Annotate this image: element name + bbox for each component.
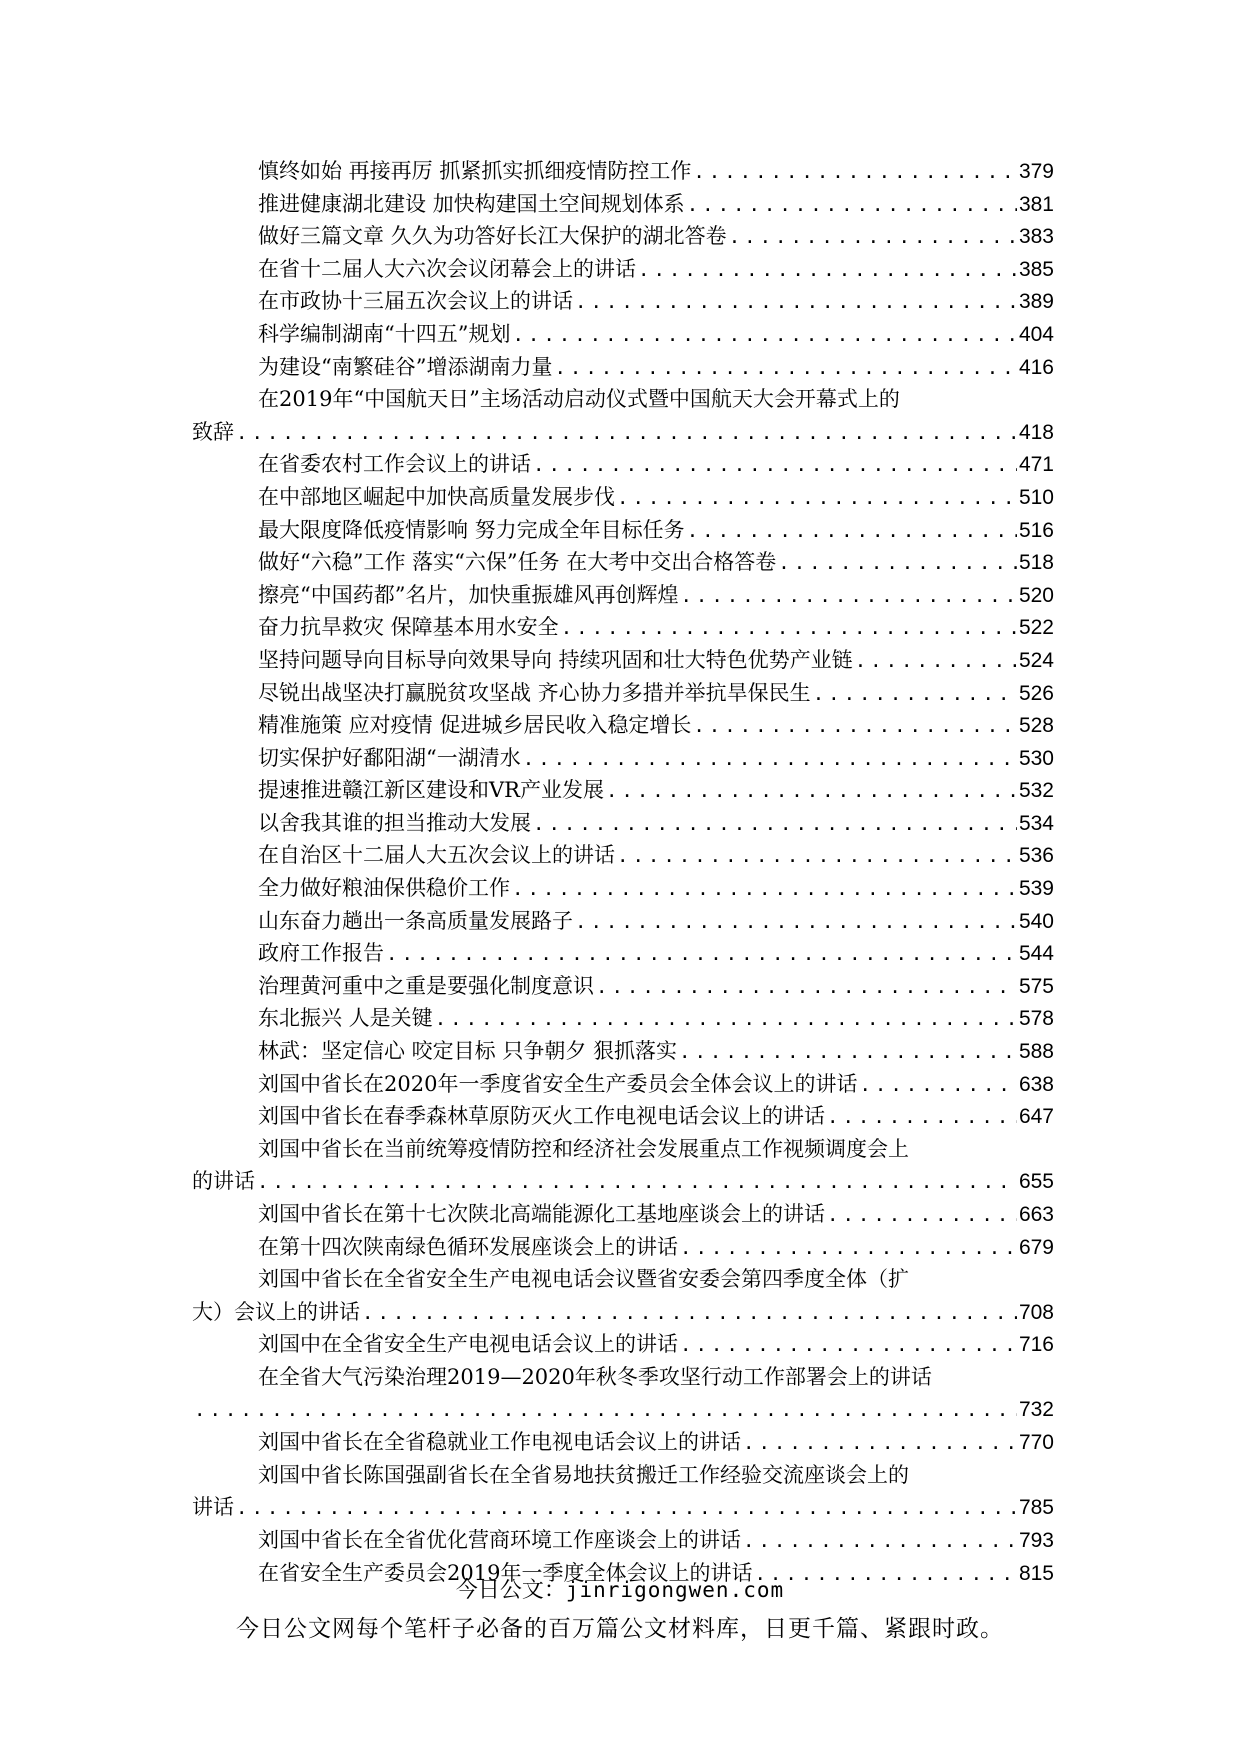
toc-entry[interactable]	[192, 1068, 1054, 1101]
toc-entry-page: 383	[1018, 225, 1054, 249]
toc-entry-page: 679	[1018, 1235, 1054, 1259]
toc-entry-page: 520	[1018, 583, 1054, 607]
toc-entry-page: 530	[1018, 746, 1054, 770]
toc-entry-title: 以舍我其谁的担当推动大发展	[258, 810, 531, 835]
toc-entry[interactable]	[192, 514, 1054, 547]
dot-leader	[257, 1166, 1017, 1198]
dot-leader	[523, 743, 1017, 775]
toc-entry-page: 526	[1018, 681, 1054, 705]
toc-entry[interactable]	[192, 742, 1054, 775]
toc-entry-title-continued: 讲话	[192, 1495, 234, 1520]
toc-entry-title: 刘国中省长在全省安全生产电视电话会议暨省安委会第四季度全体（扩	[258, 1267, 909, 1292]
toc-entry[interactable]	[192, 383, 1054, 448]
toc-entry-title: 在省十二届人大六次会议闭幕会上的讲话	[258, 256, 636, 281]
toc-entry-page: 536	[1018, 844, 1054, 868]
toc-entry-page: 379	[1018, 160, 1054, 183]
toc-entry[interactable]	[192, 677, 1054, 710]
toc-entry-title: 做好“六稳”工作 落实“六保”任务 在大考中交出合格答卷	[258, 550, 777, 575]
toc-entry-title: 推进健康湖北建设 加快构建国土空间规划体系	[258, 191, 685, 216]
toc-entry-title: 精准施策 应对疫情 促进城乡居民收入稳定增长	[258, 713, 692, 738]
toc-entry-title-continued: 大）会议上的讲话	[192, 1299, 360, 1324]
toc-entry-title: 林武：坚定信心 咬定目标 只争朝夕 狠抓落实	[258, 1039, 678, 1064]
toc-entry-page: 524	[1018, 648, 1054, 672]
toc-entry-title: 奋力抗旱救灾 保障基本用水安全	[258, 615, 559, 640]
dot-leader	[435, 1003, 1017, 1035]
toc-entry[interactable]	[192, 1426, 1054, 1459]
toc-entry[interactable]	[192, 1231, 1054, 1264]
toc-entry-title: 在全省大气污染治理2019—2020年秋冬季攻坚行动工作部署会上的讲话	[258, 1364, 932, 1389]
toc-entry-page: 381	[1018, 192, 1054, 216]
toc-entry-page: 544	[1018, 942, 1054, 966]
toc-entry-title: 政府工作报告	[258, 941, 384, 966]
toc-entry-title: 治理黄河重中之重是要强化制度意识	[258, 973, 594, 998]
toc-entry-page: 510	[1018, 485, 1054, 509]
toc-entry-page: 732	[1018, 1397, 1054, 1421]
toc-entry-title: 刘国中省长在第十七次陕北高端能源化工基地座谈会上的讲话	[258, 1202, 825, 1226]
toc-entry-page: 708	[1018, 1300, 1054, 1324]
toc-entry[interactable]	[192, 1328, 1054, 1361]
toc-entry-title: 在第十四次陕南绿色循环发展座谈会上的讲话	[258, 1234, 678, 1259]
toc-entry-page: 418	[1018, 420, 1054, 444]
toc-entry[interactable]	[192, 1002, 1054, 1035]
toc-entry-title: 在中部地区崛起中加快高质量发展步伐	[258, 484, 615, 509]
toc-entry[interactable]	[192, 546, 1054, 579]
dot-leader	[693, 156, 1017, 188]
toc-entry[interactable]	[192, 1361, 1054, 1426]
toc-entry[interactable]	[192, 155, 1054, 188]
toc-entry-page: 575	[1018, 974, 1054, 998]
toc-entry[interactable]	[192, 1263, 1054, 1328]
toc-entry[interactable]	[192, 253, 1054, 286]
dot-leader	[680, 580, 1016, 612]
toc-entry-title-continued: 致辞	[192, 419, 234, 444]
toc-entry-page: 655	[1018, 1170, 1054, 1194]
toc-entry[interactable]	[192, 611, 1054, 644]
toc-entry-title: 山东奋力趟出一条高质量发展路子	[258, 908, 573, 933]
toc-entry-page: 588	[1018, 1040, 1054, 1064]
toc-entry[interactable]	[192, 1459, 1054, 1524]
toc-entry-title: 刘国中省长在当前统筹疫情防控和经济社会发展重点工作视频调度会上	[258, 1136, 909, 1161]
toc-entry-page: 516	[1018, 518, 1054, 542]
toc-entry-title: 擦亮“中国药都”名片，加快重振雄风再创辉煌	[258, 582, 679, 607]
toc-entry-title: 刘国中省长在全省稳就业工作电视电话会议上的讲话	[258, 1430, 741, 1455]
toc-entry-title: 刘国中省长在全省优化营商环境工作座谈会上的讲话	[258, 1527, 741, 1552]
dot-leader	[855, 645, 1017, 677]
dot-leader	[554, 352, 1016, 384]
toc-entry-title: 在省安全生产委员会2019年一季度全体会议上的讲话	[258, 1560, 753, 1585]
dot-leader	[575, 286, 1017, 318]
dot-leader	[827, 1101, 1017, 1133]
toc-entry[interactable]	[192, 905, 1054, 938]
toc-entry-page: 389	[1018, 290, 1054, 314]
toc-entry-page: 793	[1018, 1528, 1054, 1552]
dot-leader	[827, 1199, 1017, 1231]
toc-entry[interactable]	[192, 872, 1054, 905]
footer-site-label: 今日公文：	[455, 1578, 566, 1603]
dot-leader	[859, 1069, 1017, 1101]
toc-entry-page: 770	[1018, 1431, 1054, 1455]
toc-entry-page: 663	[1018, 1203, 1054, 1226]
dot-leader	[236, 1492, 1017, 1524]
dot-leader	[386, 938, 1017, 970]
toc-entry[interactable]	[192, 644, 1054, 677]
toc-entry-page: 385	[1018, 257, 1054, 281]
footer-site-url[interactable]: jinrigongwen.com	[565, 1578, 785, 1602]
toc-entry-title: 全力做好粮油保供稳价工作	[258, 876, 510, 901]
toc-entry-title: 在省委农村工作会议上的讲话	[258, 452, 531, 477]
dot-leader	[778, 547, 1017, 579]
dot-leader	[194, 1394, 1017, 1427]
dot-leader	[687, 189, 1017, 221]
footer-site	[0, 1573, 1240, 1604]
toc-entry[interactable]	[192, 1133, 1054, 1198]
dot-leader	[606, 775, 1017, 807]
dot-leader	[512, 319, 1016, 351]
dot-leader	[533, 449, 1017, 481]
dot-leader	[693, 710, 1017, 742]
dot-leader	[679, 1036, 1017, 1068]
toc-entry-title: 为建设“南繁硅谷”增添湖南力量	[258, 354, 553, 379]
table-of-contents	[192, 155, 1054, 1589]
toc-entry[interactable]	[192, 448, 1054, 481]
toc-entry-page: 578	[1018, 1007, 1054, 1031]
toc-entry-title: 东北振兴 人是关键	[258, 1006, 433, 1031]
toc-entry[interactable]	[192, 188, 1054, 221]
dot-leader	[561, 612, 1017, 644]
toc-entry-title: 刘国中省长陈国强副省长在全省易地扶贫搬迁工作经验交流座谈会上的	[258, 1462, 909, 1487]
toc-entry-page: 815	[1018, 1561, 1054, 1585]
toc-entry[interactable]	[192, 318, 1054, 351]
toc-entry[interactable]	[192, 839, 1054, 872]
toc-entry-page: 534	[1018, 811, 1054, 835]
toc-entry-title: 慎终如始 再接再厉 抓紧抓实抓细疫情防控工作	[258, 159, 692, 183]
dot-leader	[729, 221, 1017, 253]
dot-leader	[687, 515, 1017, 547]
toc-entry[interactable]	[192, 351, 1054, 384]
toc-entry-title: 切实保护好鄱阳湖“一湖清水	[258, 745, 521, 770]
toc-entry-title: 做好三篇文章 久久为功答好长江大保护的湖北答卷	[258, 224, 727, 249]
toc-entry[interactable]	[192, 220, 1054, 253]
toc-entry-title: 坚持问题导向目标导向效果导向 持续巩固和壮大特色优势产业链	[258, 647, 853, 672]
dot-leader	[512, 873, 1017, 905]
toc-entry-page: 785	[1018, 1496, 1054, 1520]
toc-entry[interactable]	[192, 285, 1054, 318]
toc-entry-title: 最大限度降低疫情影响 努力完成全年目标任务	[258, 517, 685, 542]
toc-entry-title: 刘国中省长在2020年一季度省安全生产委员会全体会议上的讲话	[258, 1071, 858, 1096]
toc-entry-title-continued: 的讲话	[192, 1169, 255, 1194]
toc-entry[interactable]	[192, 1035, 1054, 1068]
dot-leader	[617, 840, 1017, 872]
toc-entry-title: 刘国中在全省安全生产电视电话会议上的讲话	[258, 1332, 678, 1357]
toc-entry[interactable]	[192, 709, 1054, 742]
toc-entry-page: 416	[1018, 355, 1054, 379]
dot-leader	[617, 482, 1017, 514]
toc-entry-page: 404	[1018, 322, 1054, 346]
dot-leader	[680, 1329, 1017, 1361]
toc-entry-page: 539	[1018, 877, 1054, 901]
toc-entry[interactable]	[192, 1100, 1054, 1133]
toc-entry-title: 在市政协十三届五次会议上的讲话	[258, 289, 573, 314]
toc-entry-page: 540	[1018, 909, 1054, 933]
toc-entry[interactable]	[192, 970, 1054, 1003]
toc-entry-page: 532	[1018, 779, 1054, 803]
toc-entry[interactable]	[192, 937, 1054, 970]
toc-entry[interactable]	[192, 774, 1054, 807]
footer-slogan: 今日公文网每个笔杆子必备的百万篇公文材料库，日更千篇、紧跟时政。	[236, 1616, 1004, 1642]
toc-entry-page: 716	[1018, 1333, 1054, 1357]
toc-entry[interactable]	[192, 1198, 1054, 1231]
toc-entry-page: 471	[1018, 453, 1054, 477]
toc-entry-title: 在2019年“中国航天日”主场活动启动仪式暨中国航天大会开幕式上的	[258, 387, 900, 412]
toc-entry-title: 刘国中省长在春季森林草原防灭火工作电视电话会议上的讲话	[258, 1104, 825, 1129]
dot-leader	[743, 1427, 1017, 1459]
dot-leader	[813, 678, 1017, 710]
dot-leader	[743, 1525, 1017, 1557]
dot-leader	[533, 808, 1017, 840]
toc-entry-page: 647	[1018, 1105, 1054, 1129]
toc-entry-page: 638	[1018, 1072, 1054, 1096]
toc-entry[interactable]	[192, 481, 1054, 514]
toc-entry-title: 科学编制湖南“十四五”规划	[258, 321, 511, 346]
toc-entry[interactable]	[192, 1524, 1054, 1557]
toc-entry-page: 522	[1018, 616, 1054, 640]
toc-entry-title: 提速推进赣江新区建设和VR产业发展	[258, 778, 604, 803]
dot-leader	[362, 1297, 1017, 1329]
dot-leader	[236, 417, 1017, 449]
dot-leader	[575, 906, 1017, 938]
toc-entry-title: 尽锐出战坚决打赢脱贫攻坚战 齐心协力多措并举抗旱保民生	[258, 680, 811, 705]
toc-entry-title: 在自治区十二届人大五次会议上的讲话	[258, 843, 615, 868]
toc-entry-page: 528	[1018, 714, 1054, 738]
dot-leader	[638, 254, 1017, 286]
toc-entry[interactable]	[192, 807, 1054, 840]
toc-entry-page: 518	[1018, 551, 1054, 575]
toc-entry[interactable]	[192, 579, 1054, 612]
dot-leader	[680, 1232, 1017, 1264]
dot-leader	[596, 971, 1017, 1003]
